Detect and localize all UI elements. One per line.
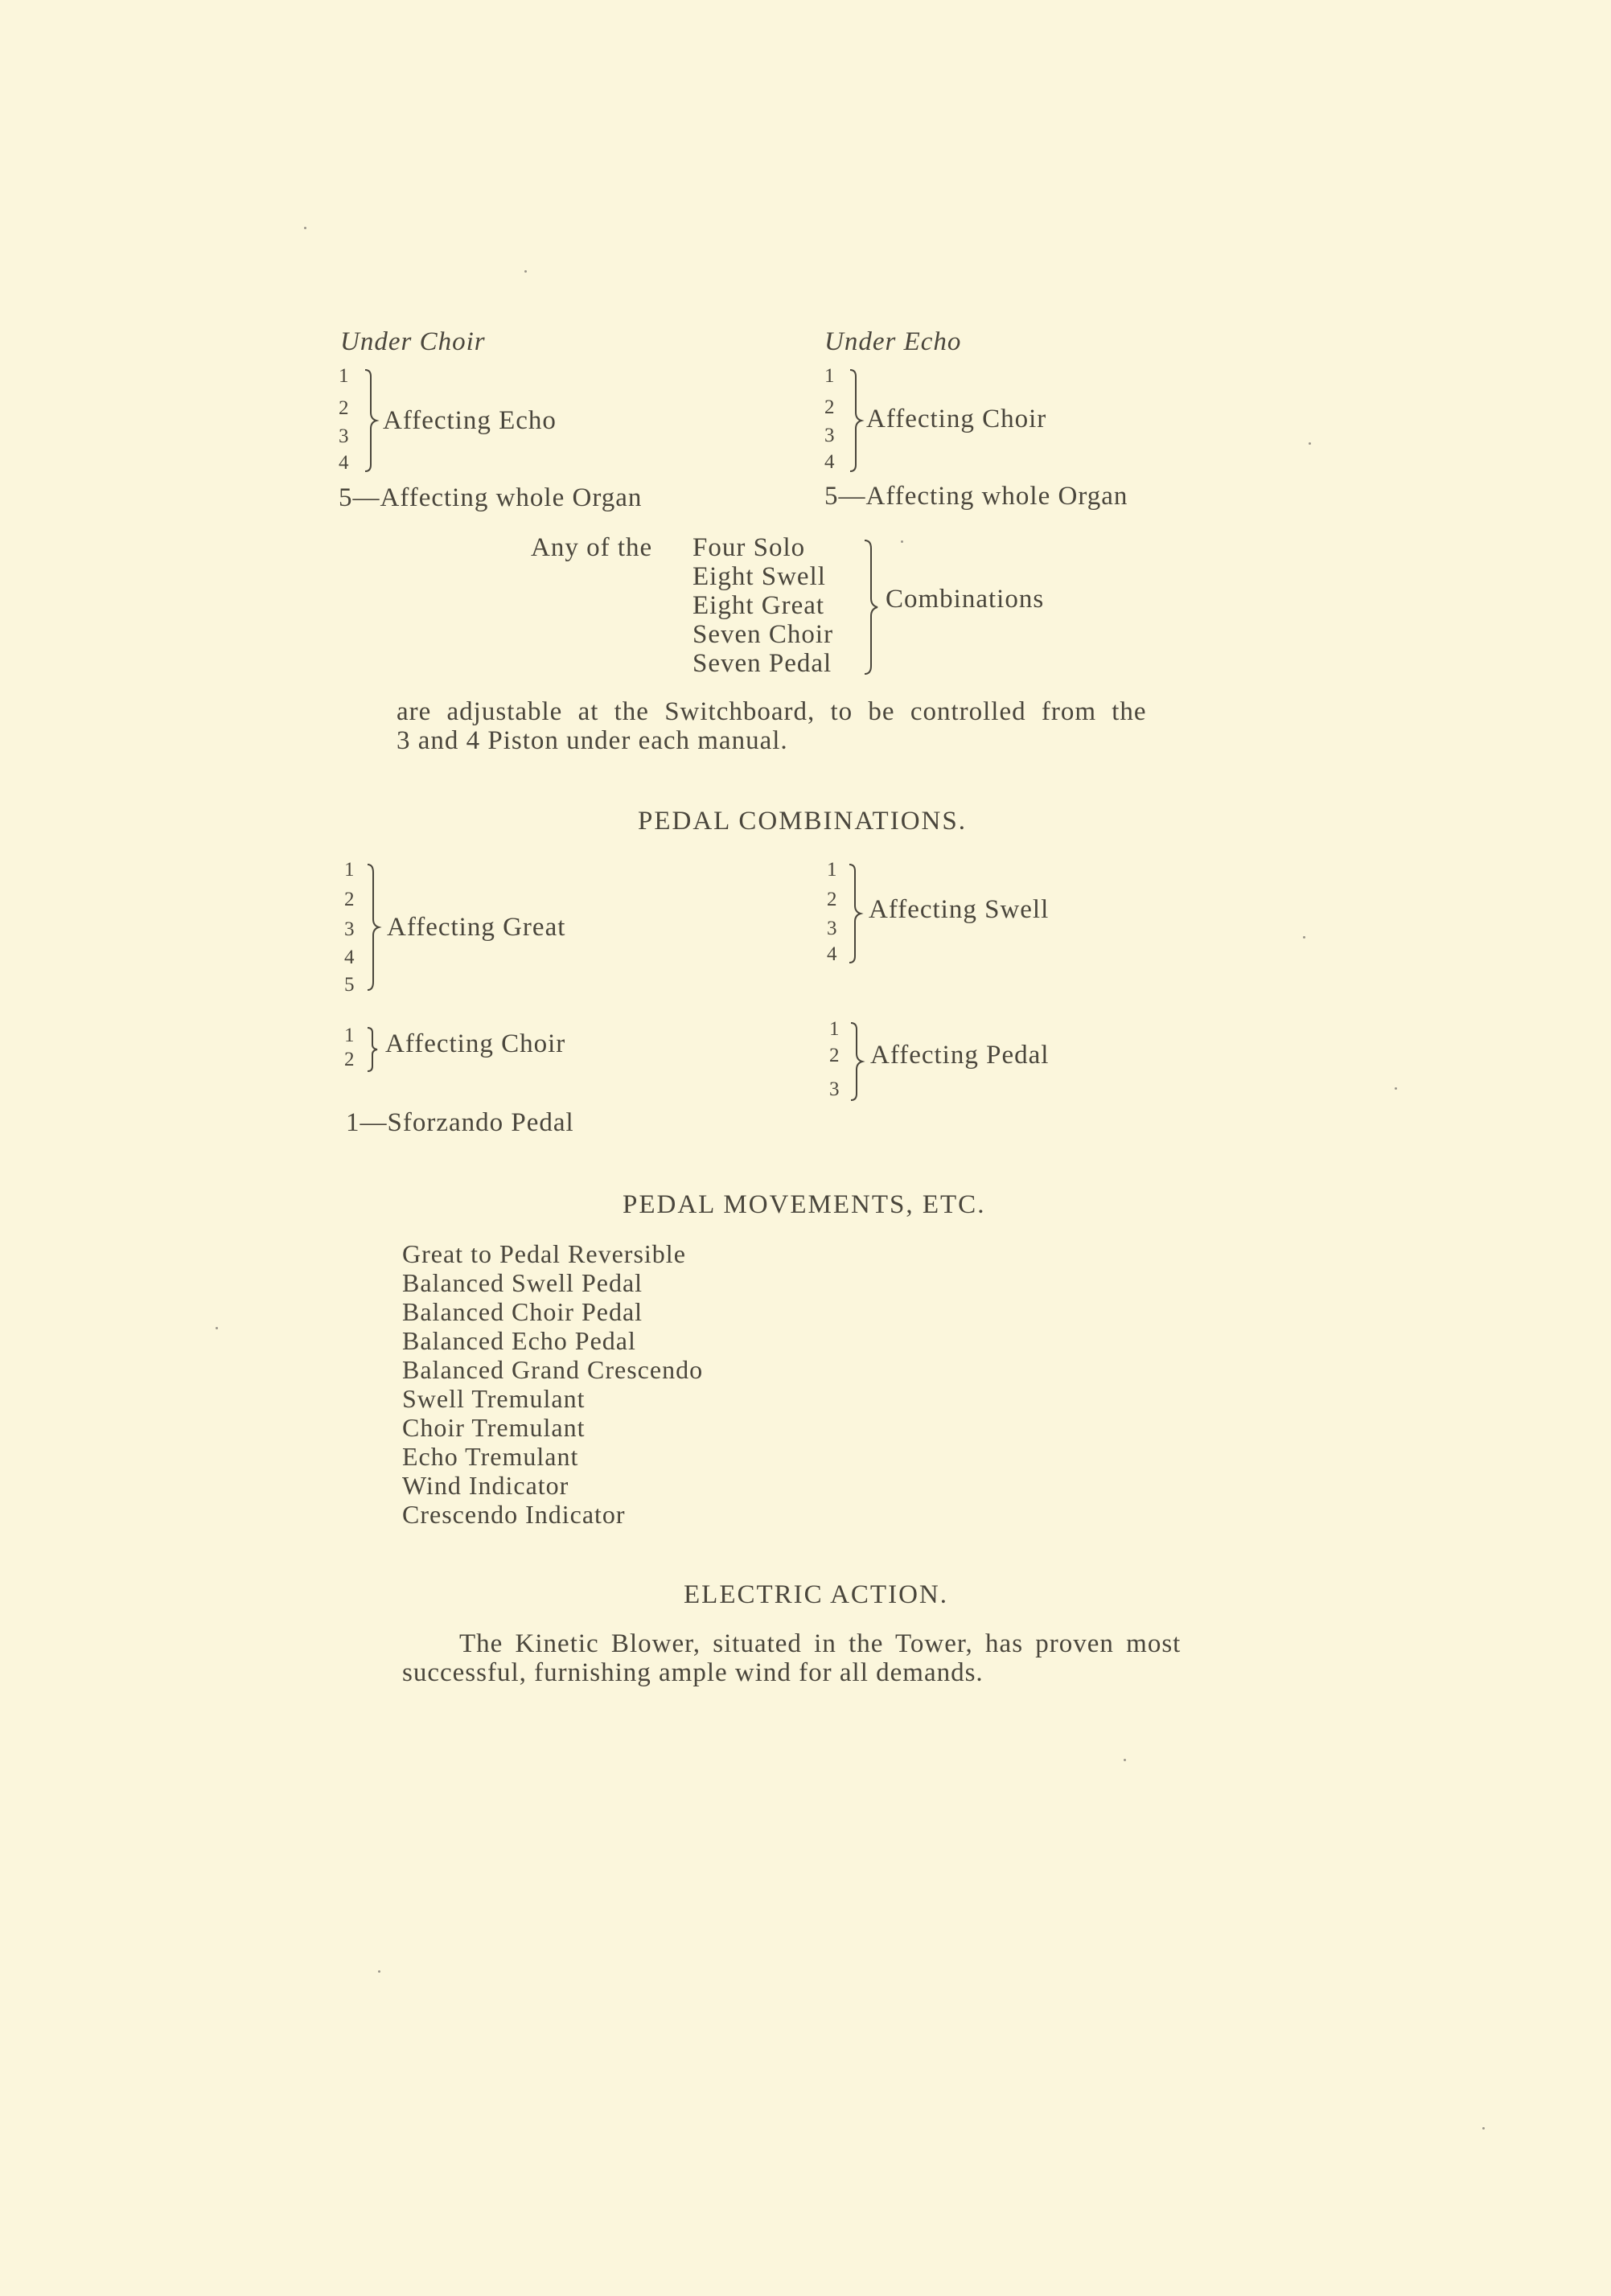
- under-choir-num-1: 1: [339, 365, 349, 387]
- sforzando-pedal: 1—Sforzando Pedal: [346, 1108, 574, 1137]
- paper-speck: [1395, 1087, 1397, 1090]
- combination-item-2: Eight Swell: [692, 562, 826, 591]
- under-choir-line5: 5—Affecting whole Organ: [339, 483, 643, 512]
- pedal-pedal-num-3: 3: [829, 1078, 840, 1100]
- paper-speck: [216, 1327, 218, 1329]
- pedal-movement-item-8: Echo Tremulant: [402, 1442, 579, 1471]
- paper-speck: [1482, 2127, 1485, 2130]
- paper-speck: [1309, 442, 1311, 445]
- pedal-pedal-label: Affecting Pedal: [870, 1041, 1050, 1070]
- pedal-movement-item-3: Balanced Choir Pedal: [402, 1297, 643, 1326]
- combinations-note-line1: are adjustable at the Switchboard, to be controlled from the: [397, 697, 1147, 726]
- pedal-movement-item-10: Crescendo Indicator: [402, 1500, 626, 1529]
- under-choir-title: Under Choir: [340, 327, 486, 356]
- pedal-pedal-num-1: 1: [829, 1018, 840, 1040]
- pedal-great-brace: [366, 863, 384, 992]
- under-echo-num-2: 2: [824, 396, 835, 418]
- combinations-note-line2: 3 and 4 Piston under each manual.: [397, 726, 788, 755]
- pedal-movement-item-2: Balanced Swell Pedal: [402, 1268, 643, 1297]
- combinations-label: Combinations: [886, 585, 1045, 614]
- under-echo-label: Affecting Choir: [866, 405, 1047, 433]
- pedal-movement-item-1: Great to Pedal Reversible: [402, 1239, 686, 1268]
- combination-item-5: Seven Pedal: [692, 649, 832, 678]
- paper-speck: [378, 1970, 380, 1973]
- pedal-choir-label: Affecting Choir: [385, 1029, 566, 1058]
- under-echo-num-3: 3: [824, 425, 835, 446]
- pedal-swell-num-1: 1: [827, 859, 837, 881]
- under-choir-brace: [364, 368, 381, 473]
- pedal-pedal-brace: [849, 1021, 867, 1102]
- under-echo-brace: [849, 368, 866, 473]
- pedal-movement-item-5: Balanced Grand Crescendo: [402, 1355, 704, 1384]
- pedal-movements-heading: PEDAL MOVEMENTS, ETC.: [623, 1190, 986, 1219]
- pedal-great-label: Affecting Great: [387, 913, 566, 942]
- pedal-great-num-4: 4: [344, 947, 355, 968]
- pedal-movement-item-9: Wind Indicator: [402, 1471, 569, 1500]
- paper-speck: [901, 540, 903, 543]
- pedal-choir-brace: [366, 1026, 382, 1073]
- combination-item-4: Seven Choir: [692, 620, 834, 649]
- paper-speck: [524, 270, 527, 273]
- electric-action-heading: ELECTRIC ACTION.: [684, 1580, 948, 1609]
- paper-speck: [1303, 936, 1305, 939]
- under-echo-title: Under Echo: [824, 327, 962, 356]
- under-echo-num-4: 4: [824, 451, 835, 473]
- pedal-pedal-num-2: 2: [829, 1045, 840, 1066]
- pedal-swell-label: Affecting Swell: [869, 895, 1050, 924]
- under-choir-num-2: 2: [339, 397, 349, 419]
- electric-action-line1: The Kinetic Blower, situated in the Tower, has proven most: [459, 1629, 1182, 1658]
- pedal-great-num-5: 5: [344, 974, 355, 996]
- under-echo-line5: 5—Affecting whole Organ: [824, 482, 1128, 511]
- pedal-choir-num-2: 2: [344, 1049, 355, 1070]
- combinations-intro: Any of the: [531, 533, 653, 562]
- pedal-swell-num-3: 3: [827, 918, 837, 939]
- pedal-swell-num-2: 2: [827, 889, 837, 910]
- combination-item-3: Eight Great: [692, 591, 825, 620]
- pedal-choir-num-1: 1: [344, 1025, 355, 1046]
- pedal-movement-item-6: Swell Tremulant: [402, 1384, 586, 1413]
- combinations-brace: [863, 539, 882, 676]
- pedal-combinations-heading: PEDAL COMBINATIONS.: [638, 807, 967, 836]
- pedal-movement-item-4: Balanced Echo Pedal: [402, 1326, 636, 1355]
- under-choir-label: Affecting Echo: [383, 406, 557, 435]
- pedal-movement-item-7: Choir Tremulant: [402, 1413, 586, 1442]
- under-echo-num-1: 1: [824, 365, 835, 387]
- combination-item-1: Four Solo: [692, 533, 806, 562]
- pedal-great-num-2: 2: [344, 889, 355, 910]
- under-choir-num-3: 3: [339, 425, 349, 447]
- paper-speck: [304, 227, 306, 229]
- pedal-great-num-1: 1: [344, 859, 355, 881]
- electric-action-line2: successful, furnishing ample wind for all demands.: [402, 1658, 984, 1687]
- paper-speck: [1124, 1759, 1126, 1761]
- pedal-swell-num-4: 4: [827, 943, 837, 965]
- under-choir-num-4: 4: [339, 452, 349, 474]
- pedal-great-num-3: 3: [344, 918, 355, 940]
- pedal-swell-brace: [848, 863, 865, 964]
